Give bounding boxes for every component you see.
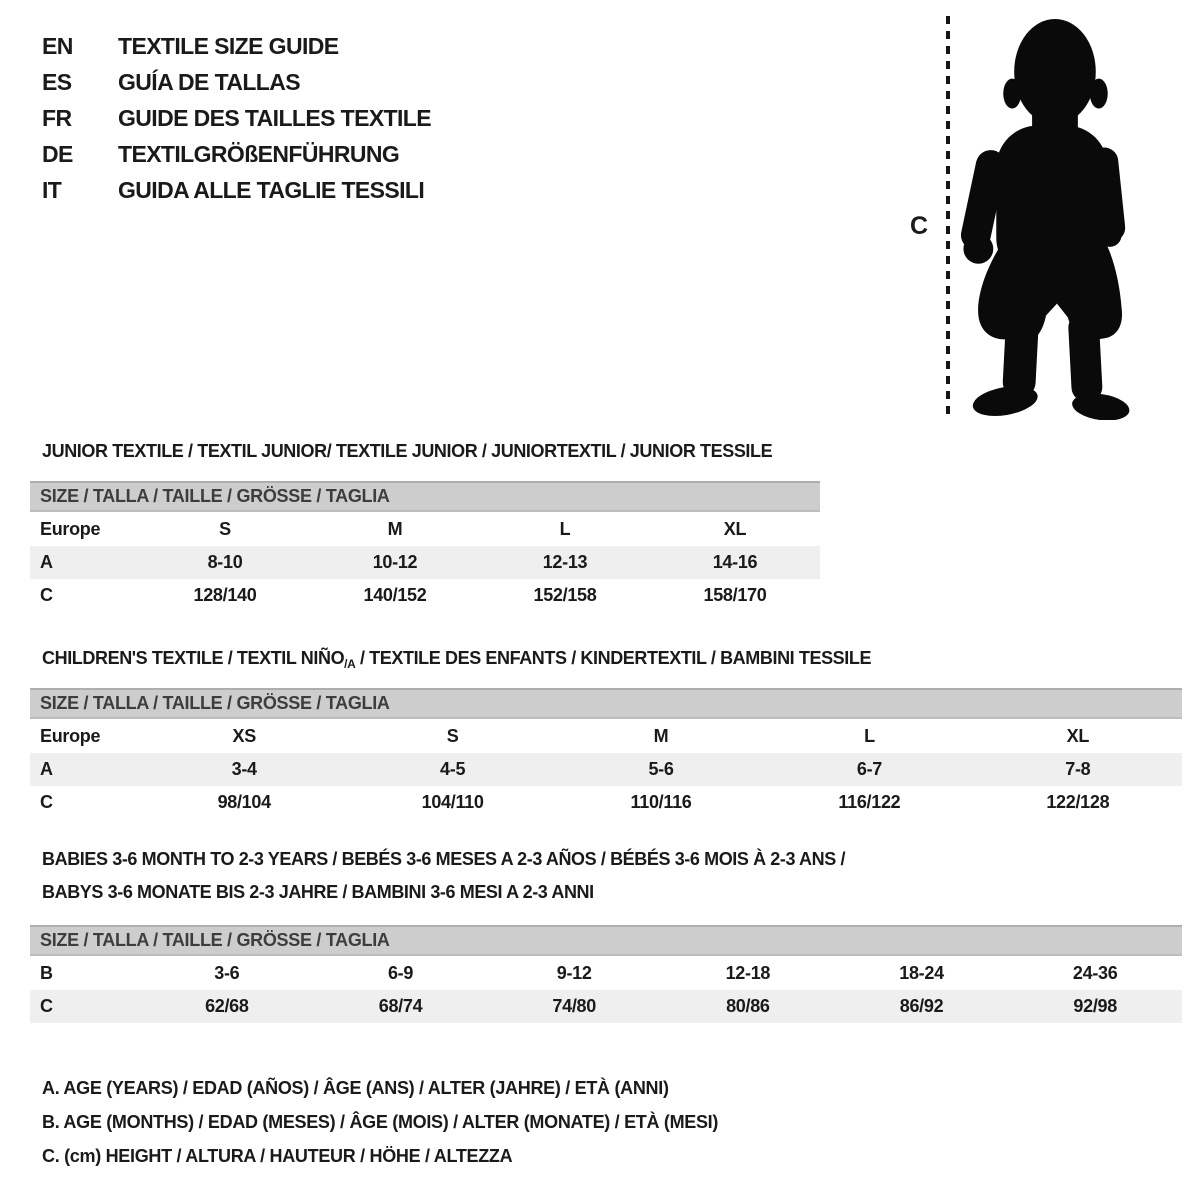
section-title-text: CHILDREN'S TEXTILE / TEXTIL NIÑO <box>42 648 345 668</box>
babies-size-table <box>30 925 1182 1023</box>
children-size-table <box>30 688 1182 819</box>
section-title-babies <box>42 843 845 909</box>
size-header-label: SIZE / TALLA / TAILLE / GRÖSSE / TAGLIA <box>40 693 390 713</box>
size-cell: S <box>219 518 231 539</box>
sizes-row <box>30 512 820 546</box>
value-cell: 128/140 <box>193 585 257 605</box>
language-code: IT <box>42 177 62 203</box>
size-cell: M <box>653 725 669 746</box>
section-title-line1 <box>42 843 845 876</box>
value-cell: 7-8 <box>1065 759 1091 779</box>
language-code: DE <box>42 141 73 167</box>
value-cell: 158/170 <box>703 585 767 605</box>
section-title-sub: /A <box>344 657 356 671</box>
size-cell: L <box>559 518 571 539</box>
value-cell: 110/116 <box>630 792 692 812</box>
size-header-bar <box>30 925 1182 956</box>
section-title-text: / TEXTILE DES ENFANTS / KINDERTEXTIL / BAMBINI TESSILE <box>355 648 872 668</box>
row-label-cell: C <box>40 996 53 1016</box>
language-title-list <box>42 28 431 208</box>
language-code: FR <box>42 105 72 131</box>
region-label-cell: Europe <box>40 518 101 539</box>
size-header-bar <box>30 481 820 512</box>
row-label-cell: B <box>40 962 53 983</box>
age-row-a <box>30 546 820 579</box>
row-label-cell: C <box>40 585 53 605</box>
toddler-silhouette-icon <box>960 12 1142 420</box>
value-cell: 116/122 <box>838 792 901 812</box>
row-label-cell: C <box>40 792 53 812</box>
size-header-bar <box>30 688 1182 719</box>
region-label-cell: Europe <box>40 725 101 746</box>
section-title-children <box>42 642 871 677</box>
junior-size-table <box>30 481 820 612</box>
size-cell: XL <box>1066 725 1090 746</box>
legend-line-b: B. AGE (MONTHS) / EDAD (MESES) / ÂGE (MOIS) / ALTER (MONATE) / ETÀ (MESI) <box>42 1112 719 1132</box>
value-cell: 14-16 <box>712 552 758 572</box>
size-cell: XS <box>232 725 256 746</box>
value-cell: 18-24 <box>899 962 944 983</box>
value-cell: 86/92 <box>899 996 944 1016</box>
sizes-row <box>30 719 1182 753</box>
row-label-cell: A <box>40 552 53 572</box>
legend-line-c: C. (cm) HEIGHT / ALTURA / HAUTEUR / HÖHE / ALTEZZA <box>42 1146 513 1166</box>
value-cell: 152/158 <box>533 585 597 605</box>
language-row <box>42 136 431 172</box>
value-cell: 4-5 <box>440 759 466 779</box>
value-cell: 98/104 <box>217 792 271 812</box>
months-row-b <box>30 956 1182 990</box>
value-cell: 9-12 <box>556 962 592 983</box>
language-row <box>42 64 431 100</box>
language-code: ES <box>42 69 72 95</box>
guide-title-fr: GUIDE DES TAILLES TEXTILE <box>118 105 431 131</box>
value-cell: 3-6 <box>214 962 240 983</box>
value-cell: 104/110 <box>421 792 484 812</box>
value-cell: 6-9 <box>387 962 414 983</box>
size-cell: L <box>864 725 875 746</box>
size-header-label: SIZE / TALLA / TAILLE / GRÖSSE / TAGLIA <box>40 930 390 950</box>
value-cell: 12-18 <box>725 962 771 983</box>
value-cell: 6-7 <box>856 759 882 779</box>
guide-title-it: GUIDA ALLE TAGLIE TESSILI <box>118 177 425 203</box>
language-code: EN <box>42 33 73 59</box>
value-cell: 80/86 <box>726 996 770 1016</box>
section-title-text: BABIES 3-6 MONTH TO 2-3 YEARS / BEBÉS 3-6 MESES A 2-3 AÑOS / BÉBÉS 3-6 MOIS À 2-3 ANS / <box>42 849 846 869</box>
guide-title-es: GUÍA DE TALLAS <box>118 69 300 95</box>
measure-label-c: C <box>910 212 929 240</box>
size-cell: S <box>446 725 459 746</box>
value-cell: 92/98 <box>1073 996 1117 1016</box>
value-cell: 122/128 <box>1046 792 1110 812</box>
height-row-c <box>30 579 820 612</box>
legend-line-a: A. AGE (YEARS) / EDAD (AÑOS) / ÂGE (ANS) / ALTER (JAHRE) / ETÀ (ANNI) <box>42 1078 669 1098</box>
value-cell: 68/74 <box>378 996 423 1016</box>
row-label-cell: A <box>40 759 53 779</box>
value-cell: 12-13 <box>542 552 588 572</box>
guide-title-de: TEXTILGRÖßENFÜHRUNG <box>118 141 400 167</box>
language-row <box>42 100 431 136</box>
language-row <box>42 28 431 64</box>
value-cell: 24-36 <box>1072 962 1118 983</box>
value-cell: 62/68 <box>205 996 249 1016</box>
height-row-c <box>30 990 1182 1023</box>
section-title-line2: BABYS 3-6 MONATE BIS 2-3 JAHRE / BAMBINI 3-6 MESI A 2-3 ANNI <box>42 882 594 902</box>
value-cell: 8-10 <box>207 552 243 572</box>
section-title-text: JUNIOR TEXTILE / TEXTIL JUNIOR/ TEXTILE JUNIOR / JUNIORTEXTIL / JUNIOR TESSILE <box>42 441 773 461</box>
value-cell: 10-12 <box>372 552 418 572</box>
value-cell: 74/80 <box>552 996 596 1016</box>
guide-title-en: TEXTILE SIZE GUIDE <box>118 33 339 59</box>
size-cell: XL <box>723 518 747 539</box>
value-cell: 140/152 <box>363 585 427 605</box>
size-cell: M <box>387 518 403 539</box>
language-row <box>42 172 431 208</box>
section-title-junior <box>42 435 772 470</box>
size-header-label: SIZE / TALLA / TAILLE / GRÖSSE / TAGLIA <box>40 486 390 506</box>
value-cell: 3-4 <box>231 759 257 779</box>
value-cell: 5-6 <box>648 759 674 779</box>
age-row-a <box>30 753 1182 786</box>
height-measure-dashed-line <box>946 16 950 416</box>
measure-legend <box>42 1071 718 1173</box>
height-row-c <box>30 786 1182 819</box>
